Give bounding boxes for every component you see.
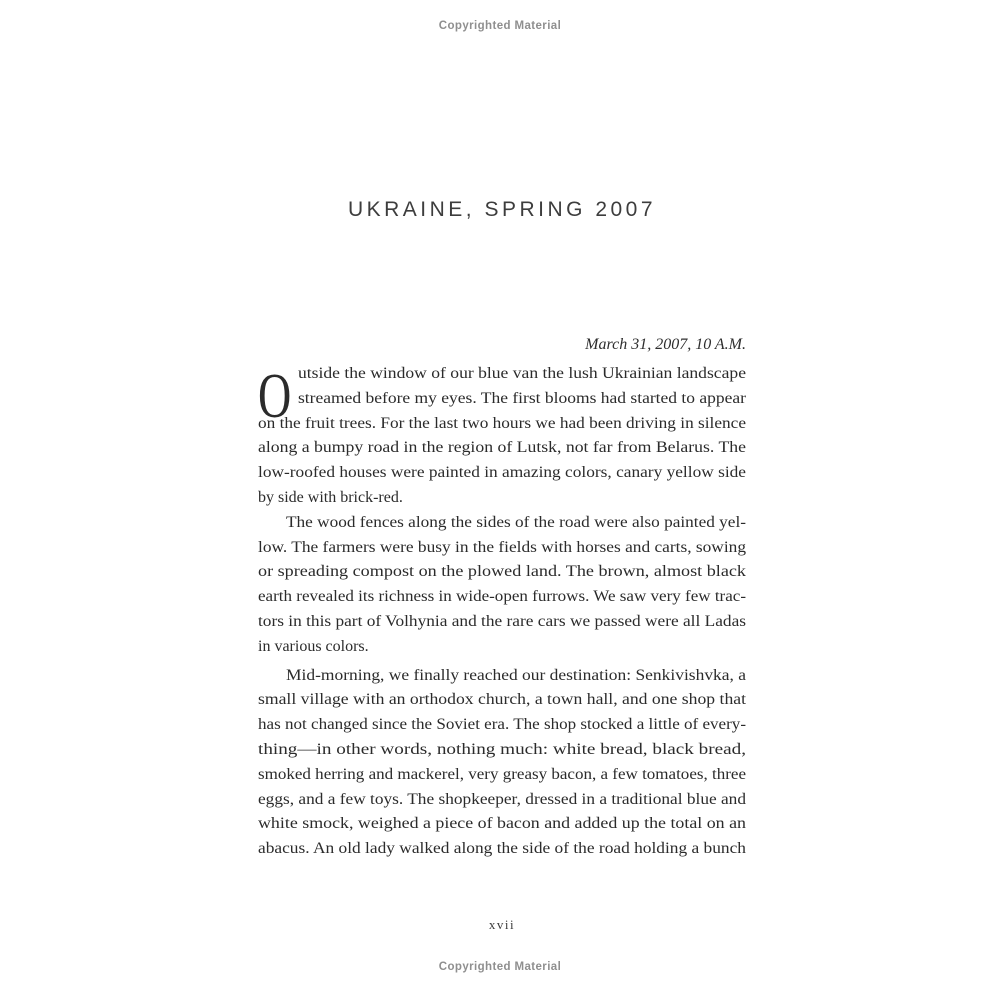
page-number: xvii xyxy=(488,917,516,932)
body-line: smoked herring and mackerel, very greasy bacon, a few tomatoes, three xyxy=(258,765,746,783)
body-line: by side with brick-red. xyxy=(258,488,403,506)
dateline: March 31, 2007, 10 A.M. xyxy=(585,336,746,353)
body-line: has not changed since the Soviet era. The shop stocked a little of every- xyxy=(258,716,746,734)
chapter-title: UKRAINE, SPRING 2007 xyxy=(347,198,657,221)
body-line: white smock, weighed a piece of bacon and added up the total on an xyxy=(258,815,746,833)
body-line: tors in this part of Volhynia and the rare cars we passed were all Ladas xyxy=(258,612,746,630)
body-line: Mid-morning, we finally reached our destination: Senkivishvka, a xyxy=(286,666,746,684)
body-text xyxy=(258,362,746,862)
body-line: along a bumpy road in the region of Lutsk, not far from Belarus. The xyxy=(258,439,746,457)
body-line: The wood fences along the sides of the road were also painted yel- xyxy=(286,513,746,531)
body-line: utside the window of our blue van the lush Ukrainian landscape xyxy=(298,365,746,382)
body-line: in various colors. xyxy=(258,637,369,655)
body-line: eggs, and a few toys. The shopkeeper, dressed in a traditional blue and xyxy=(258,790,746,808)
drop-cap: O xyxy=(258,360,292,431)
body-line: low. The farmers were busy in the fields with horses and carts, sowing xyxy=(258,538,746,556)
body-line: or spreading compost on the plowed land. The brown, almost black xyxy=(258,563,746,581)
body-line: low-roofed houses were painted in amazing colors, canary yellow side xyxy=(258,464,746,482)
body-line: small village with an orthodox church, a town hall, and one shop that xyxy=(258,691,746,709)
body-line: earth revealed its richness in wide-open furrows. We saw very few trac- xyxy=(258,588,746,606)
body-line: on the fruit trees. For the last two hours we had been driving in silence xyxy=(258,414,746,432)
paragraph-1 xyxy=(258,362,746,511)
body-line: streamed before my eyes. The first blooms had started to appear xyxy=(298,389,746,407)
copyright-notice-top: Copyrighted Material xyxy=(438,20,562,32)
paragraph-3 xyxy=(258,664,746,862)
paragraph-2 xyxy=(258,511,746,660)
body-line: thing—in other words, nothing much: white bread, black bread, xyxy=(258,740,746,758)
body-line: abacus. An old lady walked along the side of the road holding a bunch xyxy=(258,840,746,858)
copyright-notice-bottom: Copyrighted Material xyxy=(438,961,562,973)
